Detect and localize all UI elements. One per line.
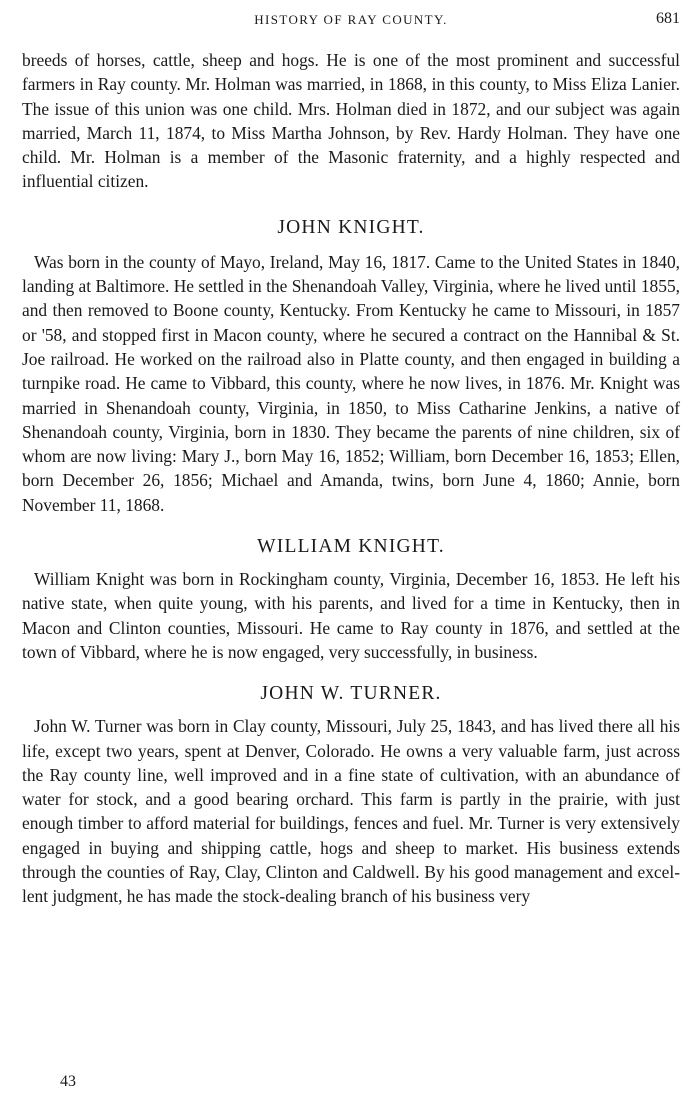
section-body-john-knight: Was born in the county of Mayo, Ireland, May 16, 1817. Came to the United States in 1840, landing at Baltimore. He settled in the Shenandoah Valley, Virginia, where he lived until 1855, and then removed to Boone county, Kentucky. From Kentucky he came to Missouri, in 1857 or '58, and stopped first in Macon county, where he secured a contract on the Hannibal & St. Joe railroad. He worked on the railroad also in Platte county, and then engaged in building a turnpike road. He came to Vibbard, this county, where he now lives, in 1876. Mr. Knight was married in Shenandoah county, Virginia, in 1850, to Miss Catharine Jenkins, a native of Shenandoah county, Virginia, born in 1830. They became the parents of nine children, six of whom are now living: Mary J., born May 16, 1852; William, born December 16, 1853; Ellen, born December 26, 1856; Michael and Amanda, twins, born June 4, 1860; Annie, born November 11, 1868. xyxy=(22,251,680,515)
intro-paragraph: breeds of horses, cattle, sheep and hogs. He is one of the most prominent and successful farmers in Ray county. Mr. Holman was married, in 1868, in this county, to Miss Eliza Lanier. The issue of this union was one child. Mrs. Holman died in 1872, and our subject was again married, March 11, 1874, to Miss Martha Johnson, by Rev. Hardy Holman. They have one child. Mr. Holman is a member of the Masonic fraternity, and a highly respected and influential citizen. xyxy=(22,50,680,192)
signature-mark: 43 xyxy=(60,1073,76,1090)
book-page xyxy=(22,8,680,909)
section-heading-william-knight: WILLIAM KNIGHT. xyxy=(257,536,445,558)
running-title: HISTORY OF RAY COUNTY. xyxy=(254,12,448,27)
section-body-william-knight: William Knight was born in Rockingham county, Virginia, December 16, 1853. He left his native state, when quite young, with his parents, and lived for a time in Kentucky, then in Macon and Clinton counties, Missouri. He came to Ray county in 1876, and settled at the town of Vibbard, where he is now engaged, very successfully, in business. xyxy=(22,569,680,662)
section-heading-john-w-turner: JOHN W. TURNER. xyxy=(260,683,442,705)
section-body-john-w-turner: John W. Turner was born in Clay county, Missouri, July 25, 1843, and has lived there all his life, except two years, spent at Denver, Colorado. He owns a very valuable farm, just across the Ray county line, well improved and in a fine state of cultivation, with an abundance of water for stock, and a good bearing orchard. This farm is partly in the prairie, with just enough timber to afford material for buildings, fences and fuel. Mr. Turner is very extensively engaged in buying and shipping cattle, hogs and sheep to market. His business extends through the counties of Ray, Clay, Clinton and Caldwell. By his good management and excellent judgment, he has made the stock-dealing branch of his business very xyxy=(22,716,680,907)
page-header xyxy=(22,8,680,48)
page-number: 681 xyxy=(656,10,680,27)
section-heading-john-knight: JOHN KNIGHT. xyxy=(277,216,425,238)
